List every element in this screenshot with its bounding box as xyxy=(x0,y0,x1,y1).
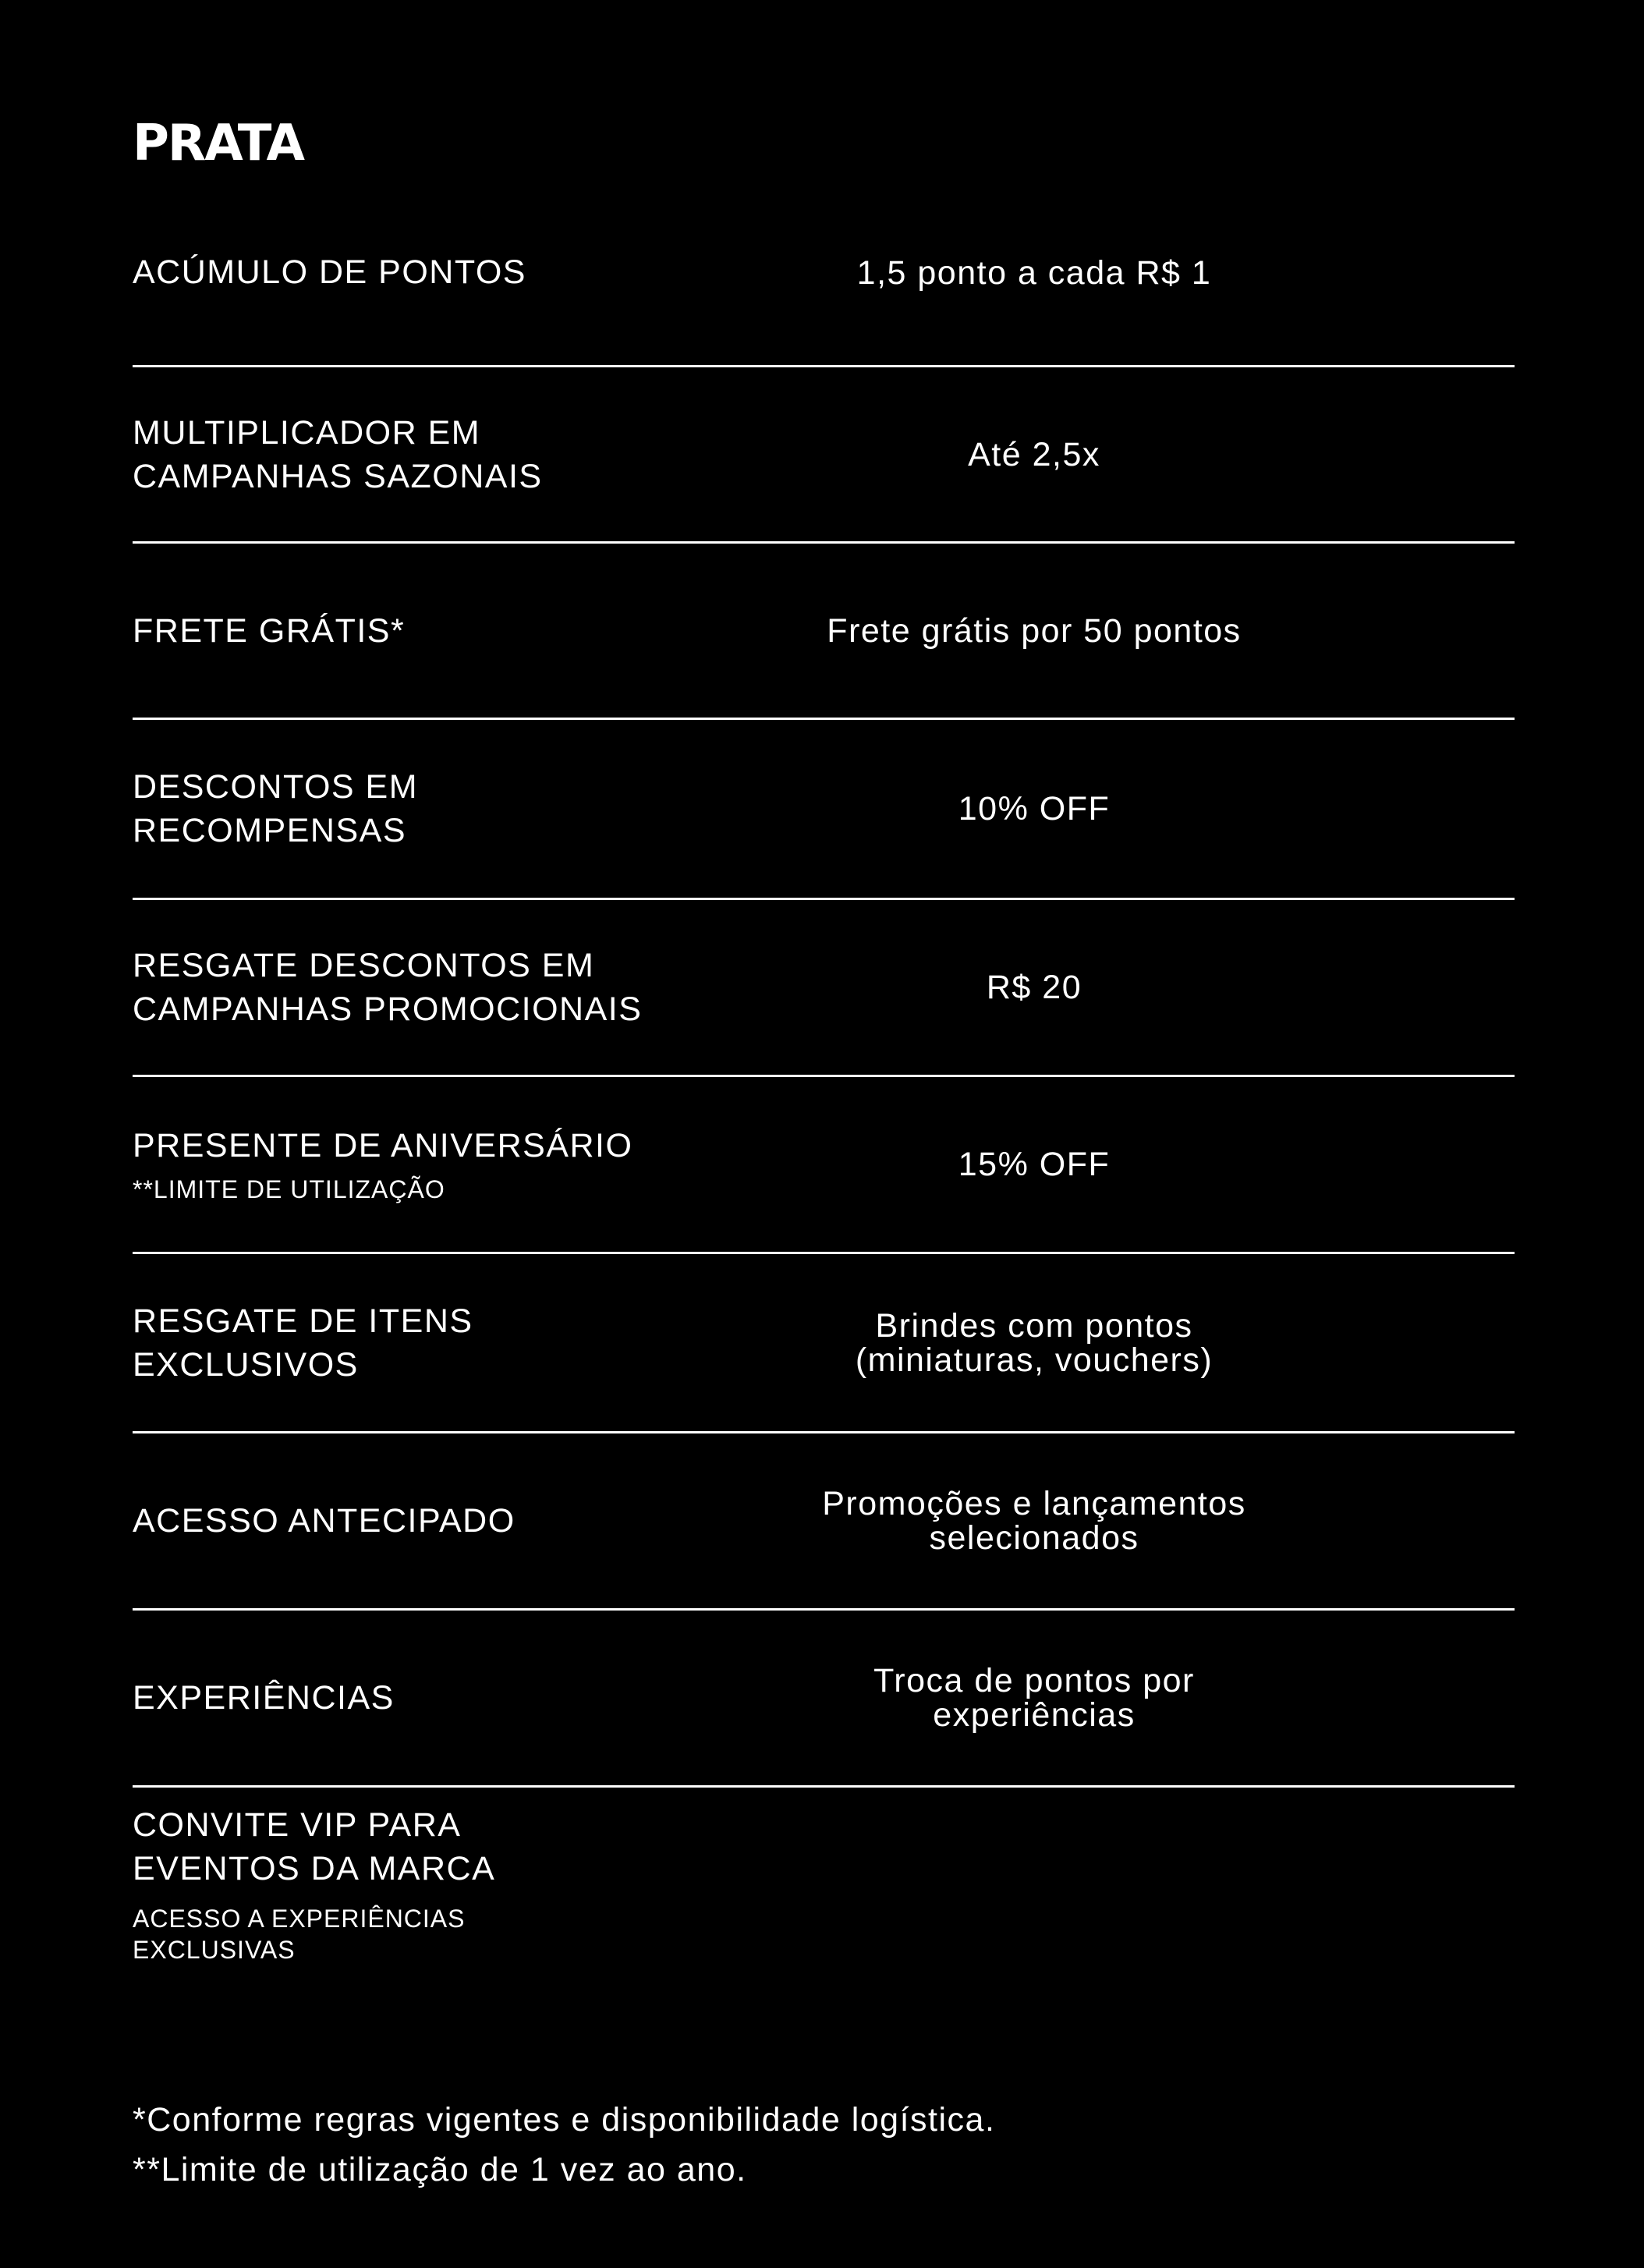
tier-title: PRATA xyxy=(133,115,303,172)
benefit-value: Promoções e lançamentos selecionados xyxy=(822,1485,1246,1557)
footnote-usage-limit: **Limite de utilização de 1 vez ao ano. xyxy=(133,2151,747,2188)
benefit-label: DESCONTOS EM RECOMPENSAS xyxy=(133,768,419,849)
footnotes xyxy=(133,2095,995,2195)
benefit-value: Até 2,5x xyxy=(968,435,1100,473)
benefit-row-birthday-gift xyxy=(133,1077,1515,1254)
benefit-row-points-accrual xyxy=(133,250,1515,367)
benefit-label: ACÚMULO DE PONTOS xyxy=(133,253,526,291)
benefit-sublabel: **LIMITE DE UTILIZAÇÃO xyxy=(133,1175,445,1203)
benefit-value: Troca de pontos por experiências xyxy=(873,1662,1195,1734)
benefit-label: MULTIPLICADOR EM CAMPANHAS SAZONAIS xyxy=(133,413,543,495)
benefit-row-seasonal-multiplier xyxy=(133,367,1515,544)
benefit-row-vip-invite xyxy=(133,1788,1515,2014)
benefit-value: Frete grátis por 50 pontos xyxy=(827,611,1242,650)
benefit-row-reward-discounts xyxy=(133,720,1515,900)
footnote-shipping: *Conforme regras vigentes e disponibilidade logística. xyxy=(133,2101,996,2139)
benefit-label: RESGATE DE ITENS EXCLUSIVOS xyxy=(133,1302,473,1384)
benefit-label: FRETE GRÁTIS* xyxy=(133,611,406,650)
benefit-label: EXPERIÊNCIAS xyxy=(133,1679,395,1717)
benefit-row-free-shipping xyxy=(133,544,1515,720)
benefit-value: 10% OFF xyxy=(958,790,1111,827)
benefit-sublabel: ACESSO A EXPERIÊNCIAS EXCLUSIVAS xyxy=(133,1905,466,1964)
benefit-row-exclusive-items xyxy=(133,1254,1515,1433)
benefits-table xyxy=(133,250,1515,2014)
benefit-label: RESGATE DESCONTOS EM CAMPANHAS PROMOCIONAIS xyxy=(133,947,643,1028)
benefit-label: ACESSO ANTECIPADO xyxy=(133,1502,516,1540)
benefit-row-promo-redemption xyxy=(133,900,1515,1077)
benefit-value: 15% OFF xyxy=(958,1146,1111,1183)
benefit-label: PRESENTE DE ANIVERSÁRIO xyxy=(133,1127,633,1164)
benefit-value: Brindes com pontos (miniaturas, vouchers) xyxy=(855,1306,1214,1379)
benefit-value: R$ 20 xyxy=(986,969,1082,1006)
benefit-label: CONVITE VIP PARA EVENTOS DA MARCA xyxy=(133,1806,496,1887)
benefit-row-early-access xyxy=(133,1433,1515,1611)
benefit-value: 1,5 ponto a cada R$ 1 xyxy=(856,254,1212,292)
benefit-row-experiences xyxy=(133,1611,1515,1788)
